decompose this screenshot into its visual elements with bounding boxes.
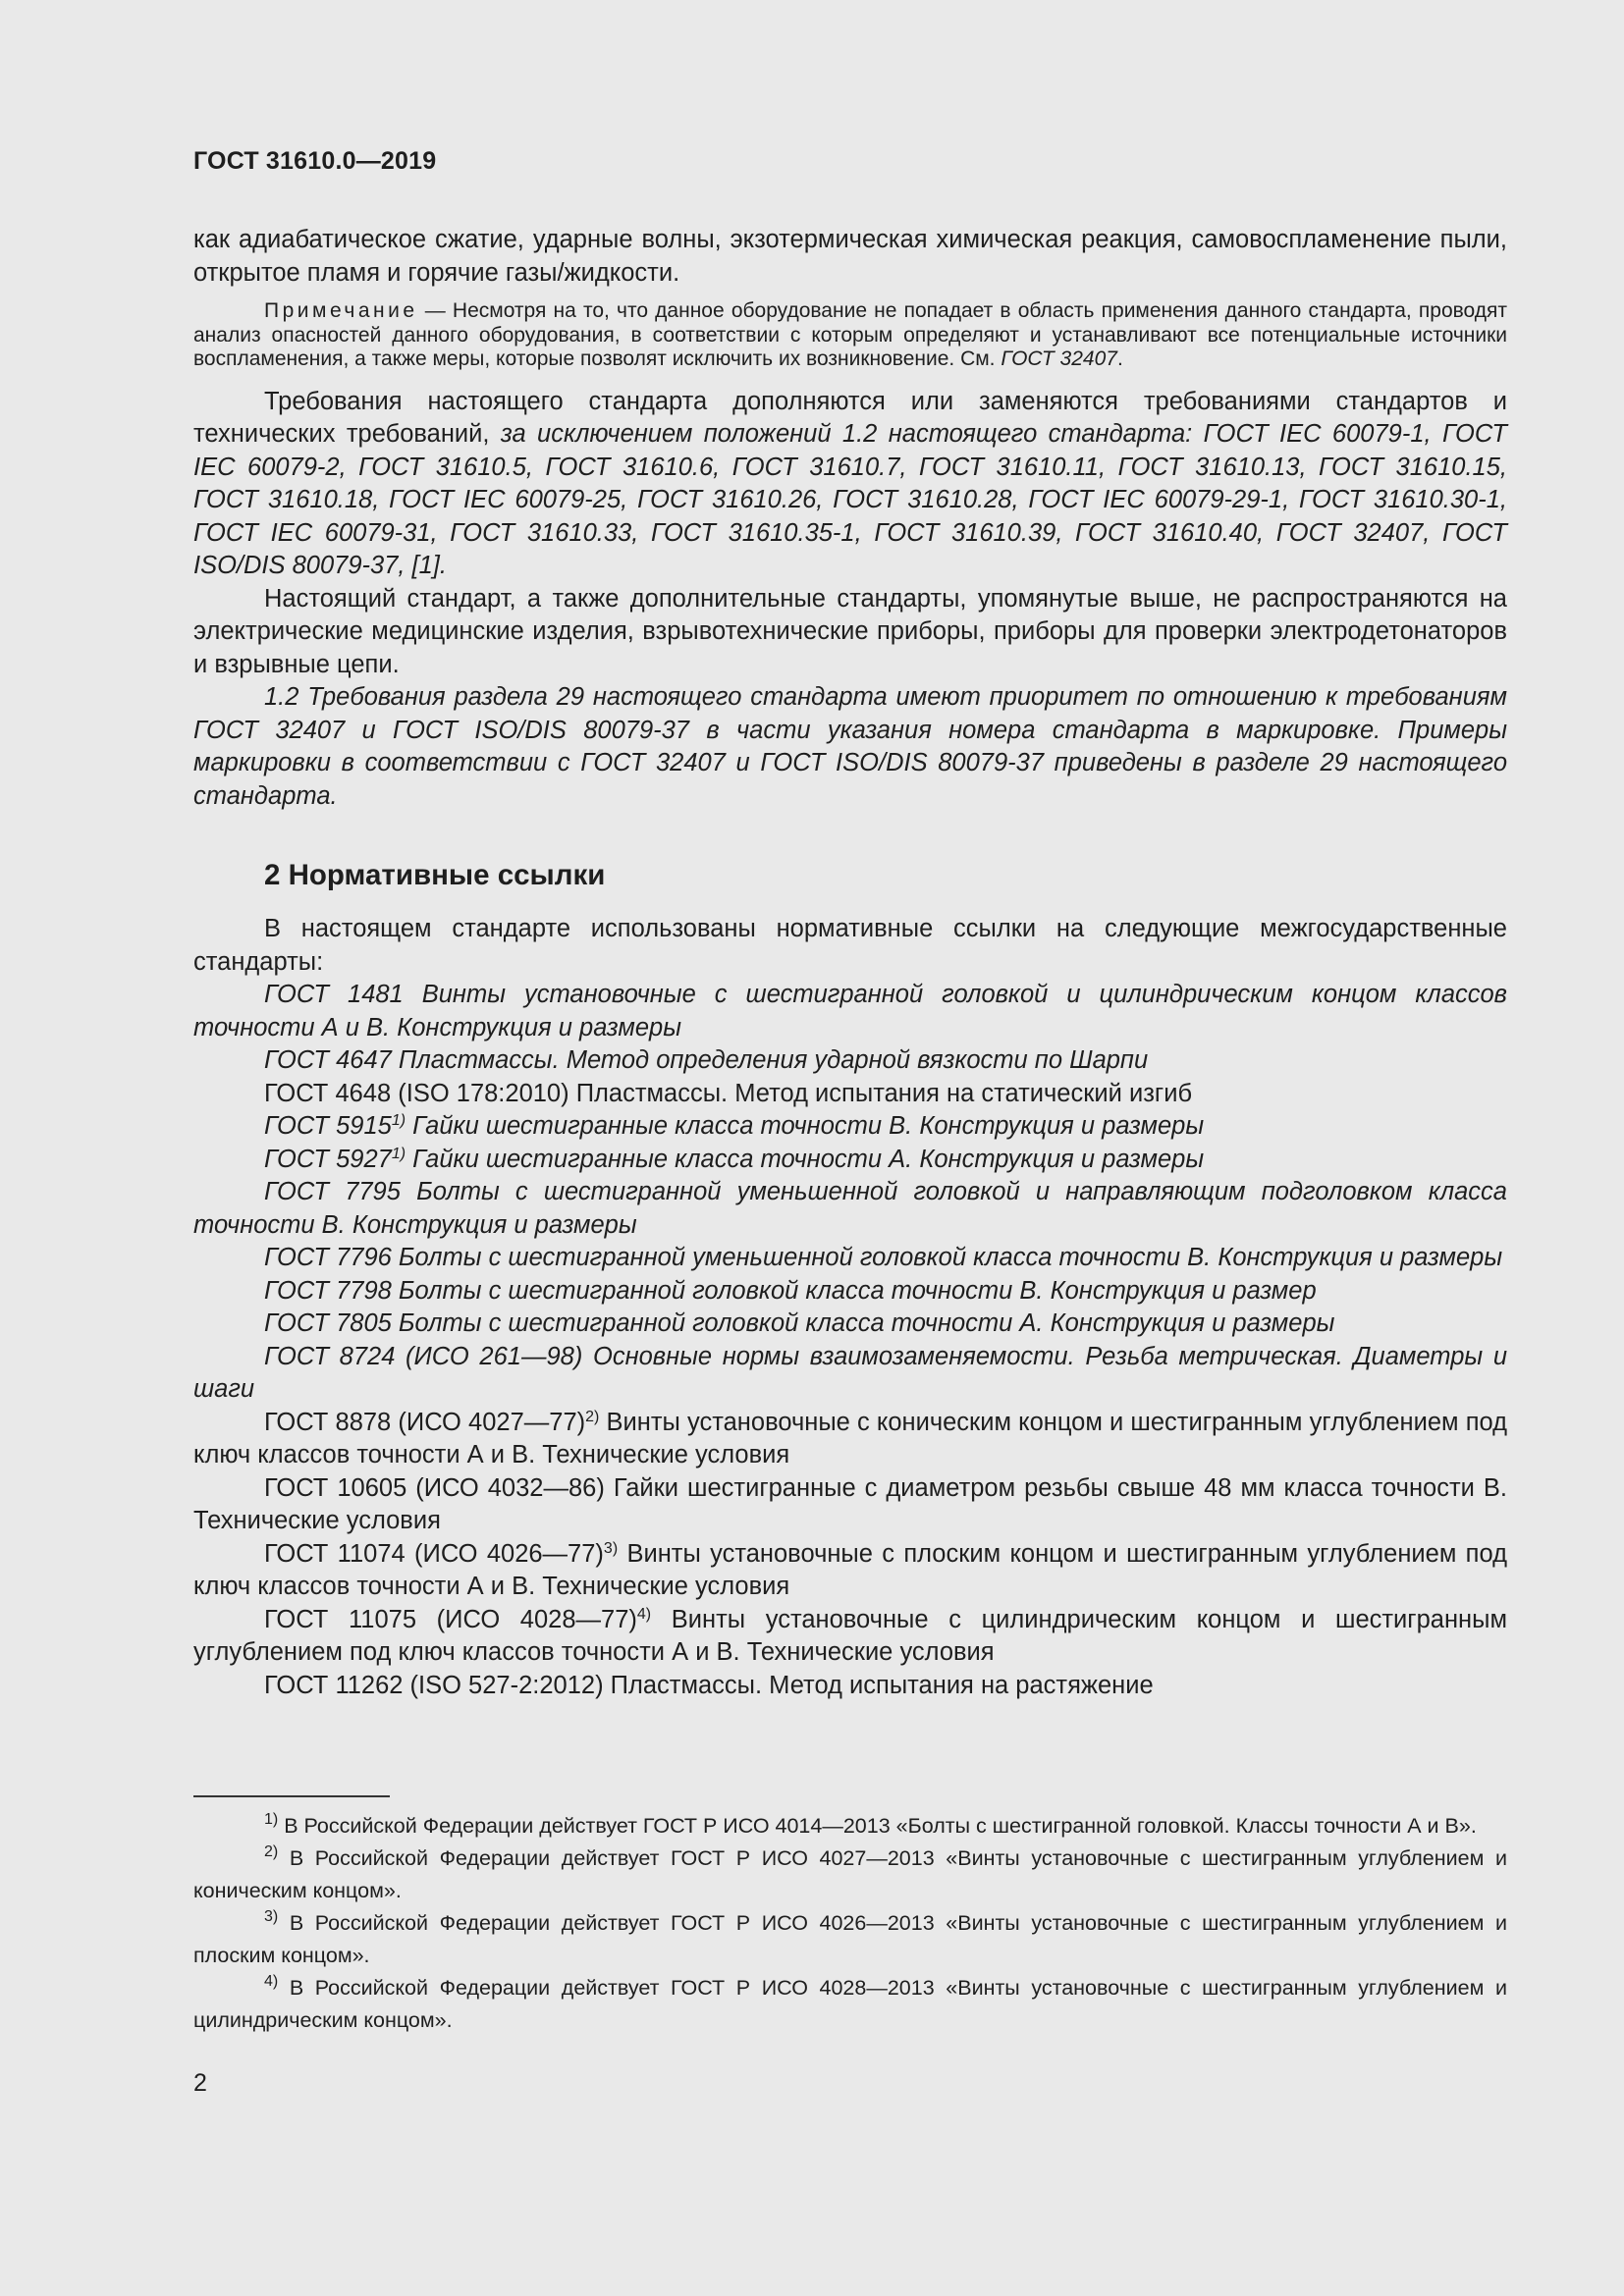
footnote-text: В Российской Федерации действует ГОСТ Р ИСО 4014—2013 «Болты с шестигранной головкой. Классы точности А и В». — [278, 1814, 1477, 1838]
reference-item — [193, 1144, 1507, 1177]
reference-item — [193, 1110, 1507, 1144]
reference-item: ГОСТ 4647 Пластмассы. Метод определения ударной вязкости по Шарпи — [264, 1046, 1149, 1074]
footnotes — [193, 1810, 1507, 2037]
footnote-marker: 2) — [264, 1843, 279, 1860]
intro-continuation: как адиабатическое сжатие, ударные волны, экзотермическая химическая реакция, самовоспламенение пыли, открытое пламя и горячие газы/жидкости. — [193, 226, 1507, 287]
note-text: Несмотря на то, что данное оборудование не попадает в область применения данного стандарта, проводят анализ опасностей данного оборудования, в соответствии с которым определяют и устанавливают все потенциальные источники воспламенения, а также меры, которые позволят исключить их возникновение. См. — [193, 299, 1508, 370]
footnote-item — [193, 1842, 1507, 1907]
reference-item: ГОСТ 7796 Болты с шестигранной уменьшенной головкой класса точности В. Конструкция и размеры — [264, 1244, 1503, 1271]
footnote-marker: 1) — [391, 1112, 406, 1129]
page-number: 2 — [193, 2069, 207, 2097]
footnote-marker: 2) — [585, 1408, 600, 1425]
footnote-text: В Российской Федерации действует ГОСТ Р ИСО 4027—2013 «Винты установочные с шестигранным углублением и коническим концом». — [193, 1846, 1507, 1902]
footnote-item — [193, 1972, 1507, 2037]
body-text — [193, 224, 1507, 1702]
reference-designation: ГОСТ 11074 (ИСО 4026—77) — [264, 1539, 604, 1568]
document-page — [193, 0, 1507, 2296]
reference-item: ГОСТ 10605 (ИСО 4032—86) Гайки шестигранные с диаметром резьбы свыше 48 мм класса точности В. Технические условия — [193, 1473, 1507, 1534]
reference-list — [193, 979, 1507, 1702]
footnote-item — [193, 1907, 1507, 1972]
reference-designation: ГОСТ 11075 (ИСО 4028—77) — [264, 1605, 637, 1633]
reference-designation: ГОСТ 8878 (ИСО 4027—77) — [264, 1408, 586, 1436]
reference-title: Гайки шестигранные класса точности В. Конструкция и размеры — [406, 1112, 1205, 1140]
reference-item: ГОСТ 7798 Болты с шестигранной головкой класса точности В. Конструкция и размер — [264, 1276, 1317, 1305]
section-heading: 2 Нормативные ссылки — [264, 859, 606, 891]
reference-item: ГОСТ 4648 (ISO 178:2010) Пластмассы. Метод испытания на статический изгиб — [264, 1079, 1193, 1107]
reference-item — [193, 1538, 1507, 1604]
footnote-marker: 1) — [391, 1145, 406, 1162]
document-header: ГОСТ 31610.0—2019 — [193, 147, 437, 175]
footnote-marker: 3) — [603, 1539, 619, 1557]
footnote-separator — [193, 1795, 390, 1797]
reference-title: Гайки шестигранные класса точности А. Конструкция и размеры — [406, 1145, 1205, 1173]
reference-title: Винты установочные с цилиндрическим концом и шестигранным углублением под ключ классов точности А и В. Технические условия — [193, 1605, 1507, 1666]
requirements-paragraph — [193, 386, 1507, 583]
reference-item: ГОСТ 1481 Винты установочные с шестигранной головкой и цилиндрическим концом классов точности А и В. Конструкция и размеры — [193, 981, 1507, 1041]
footnote-marker: 1) — [264, 1811, 279, 1828]
reference-designation: ГОСТ 5927 — [264, 1145, 392, 1173]
requirements-exceptions: за исключением положений 1.2 настоящего стандарта: ГОСТ IEC 60079-1, ГОСТ IEC 60079-2, ГОСТ 31610.5, ГОСТ 31610.6, ГОСТ 31610.7, ГОСТ 31610.11, ГОСТ 31610.13, ГОСТ 31610.15, ГОСТ 31610.18, ГОСТ IEC 60079-25, ГОСТ 31610.26, ГОСТ 31610.28, ГОСТ IEC 60079-29-1, ГОСТ 31610.30-1, ГОСТ IEC 60079-31, ГОСТ 31610.33, ГОСТ 31610.35-1, ГОСТ 31610.39, ГОСТ 31610.40, ГОСТ 32407, ГОСТ ISO/DIS 80079-37, [1]. — [193, 420, 1507, 579]
footnote-text: В Российской Федерации действует ГОСТ Р ИСО 4028—2013 «Винты установочные с шестигранным углублением и цилиндрическим концом». — [193, 1976, 1507, 2032]
clause-1-2: 1.2 Требования раздела 29 настоящего стандарта имеют приоритет по отношению к требованиям ГОСТ 32407 и ГОСТ ISO/DIS 80079-37 в части указания номера стандарта в маркировке. Примеры маркировки в соответствии с ГОСТ 32407 и ГОСТ ISO/DIS 80079-37 приведены в разделе 29 настоящего стандарта. — [193, 683, 1507, 810]
note-paragraph — [193, 299, 1507, 372]
reference-title: Винты установочные с коническим концом и шестигранным углублением под ключ классов точности А и В. Технические условия — [193, 1408, 1507, 1468]
reference-item: ГОСТ 7805 Болты с шестигранной головкой класса точности А. Конструкция и размеры — [264, 1309, 1335, 1337]
footnote-marker: 4) — [264, 1973, 279, 1990]
footnote-marker: 4) — [636, 1605, 652, 1623]
reference-title: Винты установочные с плоским концом и шестигранным углублением под ключ классов точности А и В. Технические условия — [193, 1539, 1507, 1600]
scope-exclusion-paragraph: Настоящий стандарт, а также дополнительные стандарты, упомянутые выше, не распространяются на электрические медицинские изделия, взрывотехнические приборы, приборы для проверки электродетонаторов и взрывные цепи. — [193, 584, 1507, 678]
reference-item — [193, 1604, 1507, 1670]
reference-item — [193, 1407, 1507, 1472]
reference-designation: ГОСТ 5915 — [264, 1112, 392, 1140]
note-dash: — — [417, 299, 453, 322]
note-reference: ГОСТ 32407 — [1001, 347, 1117, 370]
note-label: Примечание — [264, 299, 418, 322]
note-end: . — [1116, 347, 1123, 370]
requirements-lead: Требования настоящего стандарта дополняются или заменяются требованиями стандартов и технических требований, — [193, 387, 1507, 448]
footnote-item — [193, 1810, 1507, 1842]
section-intro: В настоящем стандарте использованы нормативные ссылки на следующие межгосударственные стандарты: — [193, 915, 1507, 976]
footnote-marker: 3) — [264, 1908, 279, 1925]
reference-item: ГОСТ 7795 Болты с шестигранной уменьшенной головкой и направляющим подголовком класса точности В. Конструкция и размеры — [193, 1178, 1507, 1239]
reference-item: ГОСТ 11262 (ISO 527-2:2012) Пластмассы. Метод испытания на растяжение — [264, 1671, 1154, 1699]
footnote-text: В Российской Федерации действует ГОСТ Р ИСО 4026—2013 «Винты установочные с шестигранным углублением и плоским концом». — [193, 1911, 1507, 1967]
reference-item: ГОСТ 8724 (ИСО 261—98) Основные нормы взаимозаменяемости. Резьба метрическая. Диаметры и шаги — [193, 1342, 1507, 1403]
